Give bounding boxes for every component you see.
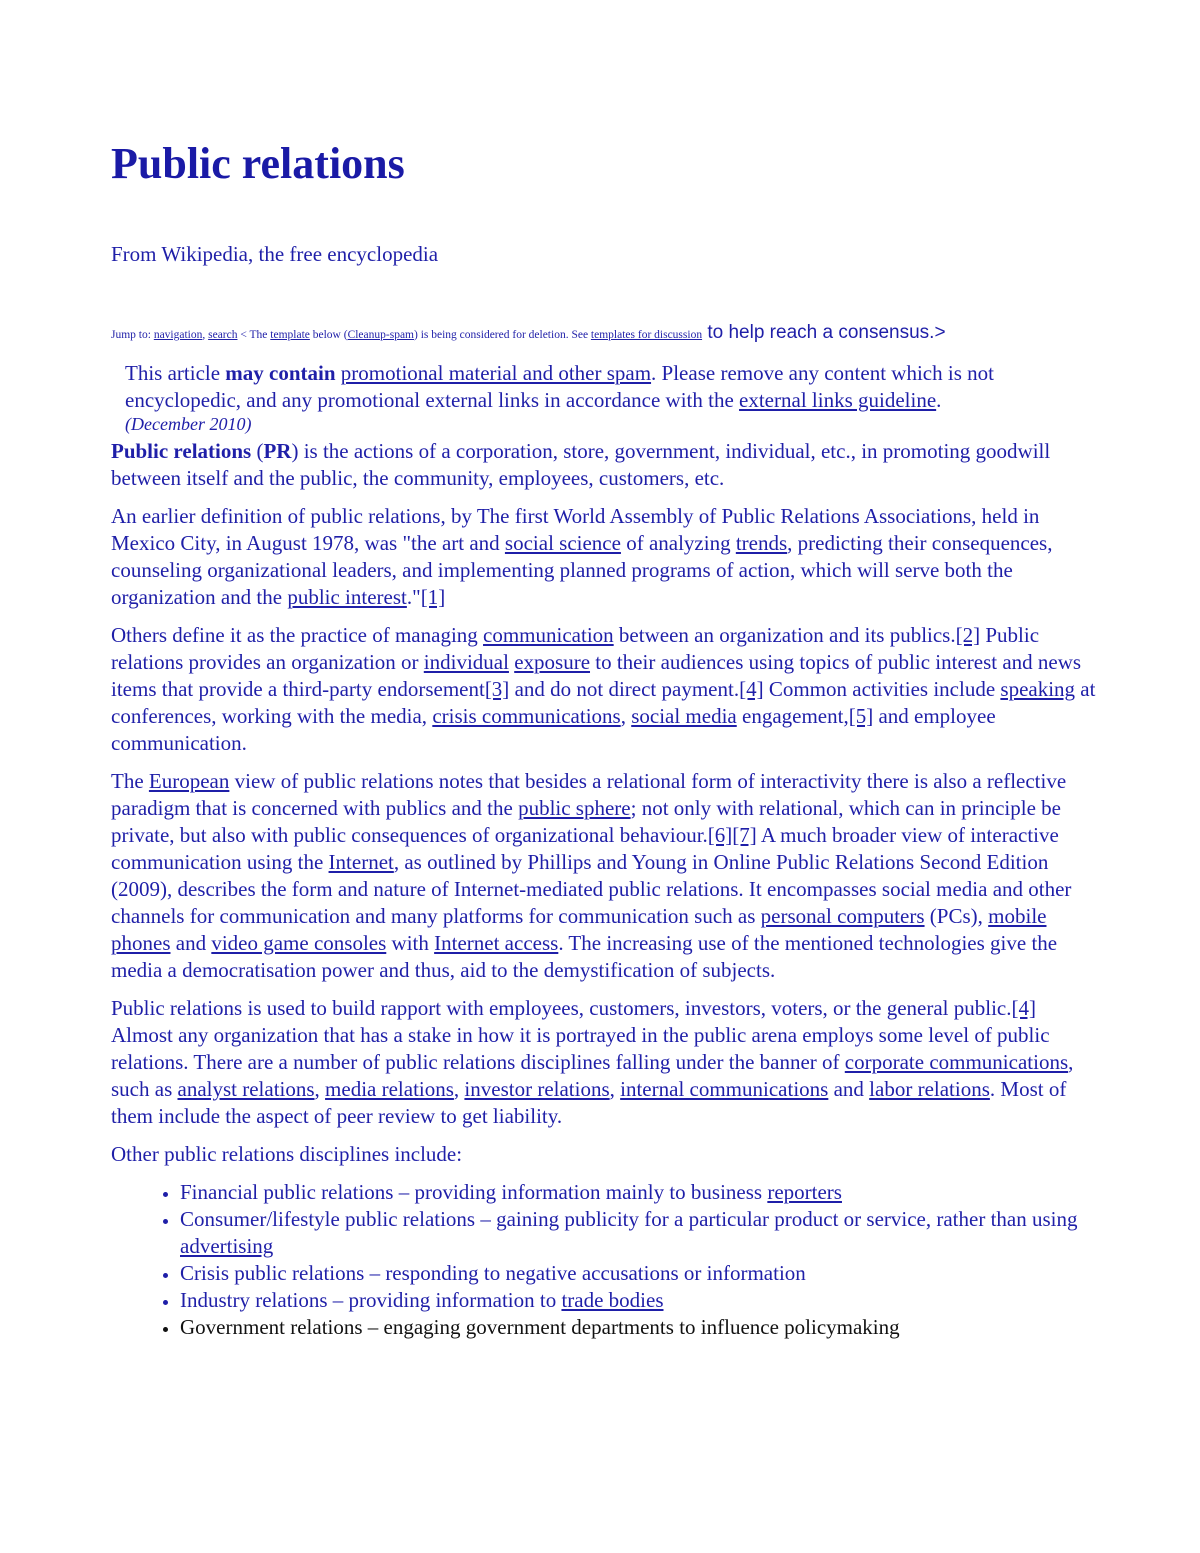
text: An earlier definition of public relations, by The first World Assembly of Public Relations Associations, held in Mexico City, in August 1978, was "the art and bbox=[111, 504, 1040, 555]
text: between an organization and its publics. bbox=[613, 623, 956, 647]
jump-text: below ( bbox=[309, 329, 348, 341]
jump-tail: to help reach a consensus.> bbox=[702, 322, 946, 343]
public-interest-link[interactable]: public interest bbox=[287, 585, 407, 609]
personal-computers-link[interactable]: personal computers bbox=[760, 904, 925, 928]
text: ." bbox=[406, 585, 421, 609]
text: ) is the actions of a corporation, store, government, individual, etc., in promoting goodwill between itself and the public, the community, employees, customers, etc. bbox=[111, 439, 1051, 490]
text: A much broader view of interactive communication using the bbox=[111, 823, 1059, 874]
crisis-communications-link[interactable]: crisis communications bbox=[432, 704, 621, 728]
ref-link[interactable]: [1] bbox=[420, 585, 446, 609]
text: and do not direct payment. bbox=[509, 677, 740, 701]
jump-text: < The bbox=[237, 329, 271, 341]
cleanup-spam-link[interactable]: Cleanup-spam bbox=[347, 329, 414, 341]
internet-access-link[interactable]: Internet access bbox=[434, 931, 559, 955]
paragraph-others bbox=[111, 622, 1096, 757]
jump-line bbox=[111, 320, 946, 348]
text: Government relations – engaging government departments to influence policymaking bbox=[180, 1315, 900, 1339]
notice-text: This article bbox=[125, 361, 226, 385]
analyst-relations-link[interactable]: analyst relations bbox=[177, 1077, 315, 1101]
navigation-link[interactable]: navigation bbox=[153, 329, 203, 341]
promotional-spam-link[interactable]: promotional material and other spam bbox=[340, 361, 652, 385]
term-bold: Public relations bbox=[111, 439, 252, 463]
ref-link[interactable]: [7] bbox=[732, 823, 757, 847]
ref-link[interactable]: [5] bbox=[848, 704, 874, 728]
text: Public relations is used to build rapport with employees, customers, investors, voters, or the general public. bbox=[111, 996, 1012, 1020]
template-link[interactable]: template bbox=[270, 329, 310, 341]
notice-text: . bbox=[936, 388, 942, 412]
paragraph-european bbox=[111, 768, 1096, 984]
list-item bbox=[180, 1287, 1096, 1314]
text: of analyzing bbox=[620, 531, 736, 555]
individual-link[interactable]: individual bbox=[423, 650, 509, 674]
text: to their audiences using topics of public interest and news items that provide a third-party endorsement bbox=[111, 650, 1082, 701]
internet-link[interactable]: Internet bbox=[328, 850, 394, 874]
text: , bbox=[609, 1077, 621, 1101]
text: and employee communication. bbox=[111, 704, 996, 755]
social-science-link[interactable]: social science bbox=[504, 531, 621, 555]
text: (PCs), bbox=[924, 904, 989, 928]
ref-link[interactable]: [4] bbox=[1011, 996, 1036, 1020]
paragraph-disciplines: Other public relations disciplines include: bbox=[111, 1142, 463, 1166]
text: , predicting their consequences, counseling organizational leaders, and implementing planned programs of action, which will serve both the organization and the bbox=[111, 531, 1053, 609]
article-body bbox=[111, 438, 1096, 1341]
ref-link[interactable]: [2] bbox=[955, 623, 981, 647]
text: with bbox=[386, 931, 435, 955]
social-media-link[interactable]: social media bbox=[631, 704, 737, 728]
notice-text: . Please remove any content which is not encyclopedic, and any promotional external links in accordance with the bbox=[125, 361, 994, 412]
mobile-phones-link[interactable]: mobile phones bbox=[111, 904, 1047, 955]
advertising-link[interactable]: advertising bbox=[180, 1234, 274, 1258]
trade-bodies-link[interactable]: trade bodies bbox=[561, 1288, 664, 1312]
text: at conferences, working with the media, bbox=[111, 677, 1096, 728]
text: , as outlined by Phillips and Young in Online Public Relations Second Edition (2009), describes the form and nature of Internet-mediated public relations. It encompasses social media and other channels for communication and many platforms for communication such as bbox=[111, 850, 1072, 928]
list-item bbox=[180, 1206, 1096, 1260]
text: , bbox=[620, 704, 632, 728]
text: and bbox=[828, 1077, 870, 1101]
text: Others define it as the practice of managing bbox=[111, 623, 484, 647]
jump-text: ) is being considered for deletion. See bbox=[414, 329, 591, 341]
text: , such as bbox=[111, 1050, 1074, 1101]
list-item bbox=[180, 1179, 1096, 1206]
templates-for-discussion-link[interactable]: templates for discussion bbox=[590, 329, 703, 341]
ref-link[interactable]: [4] bbox=[739, 677, 764, 701]
text: and bbox=[170, 931, 212, 955]
page-title: Public relations bbox=[111, 139, 405, 188]
speaking-link[interactable]: speaking bbox=[1000, 677, 1076, 701]
text: Public relations provides an organization or bbox=[111, 623, 1040, 674]
internal-communications-link[interactable]: internal communications bbox=[620, 1077, 829, 1101]
trends-link[interactable]: trends bbox=[735, 531, 788, 555]
text: . The increasing use of the mentioned technologies give the media a democratisation power and thus, aid to the demystification of subjects. bbox=[111, 931, 1058, 982]
abbr-bold: PR bbox=[263, 439, 292, 463]
exposure-link[interactable]: exposure bbox=[514, 650, 591, 674]
text: , bbox=[453, 1077, 465, 1101]
list-item bbox=[180, 1260, 1096, 1287]
investor-relations-link[interactable]: investor relations bbox=[464, 1077, 610, 1101]
paragraph-definition bbox=[111, 503, 1096, 611]
text: Financial public relations – providing information mainly to business bbox=[180, 1180, 768, 1204]
text: ( bbox=[251, 439, 264, 463]
european-link[interactable]: European bbox=[148, 769, 230, 793]
search-link[interactable]: search bbox=[208, 329, 238, 341]
text: Consumer/lifestyle public relations – gaining publicity for a particular product or service, rather than using bbox=[180, 1207, 1078, 1231]
ref-link[interactable]: [3] bbox=[484, 677, 510, 701]
spam-notice bbox=[125, 360, 1090, 434]
paragraph-rapport bbox=[111, 995, 1096, 1130]
external-links-guideline-link[interactable]: external links guideline bbox=[739, 388, 937, 412]
text: ; not only with relational, which can in principle be private, but also with public consequences of organizational behaviour. bbox=[111, 796, 1061, 847]
list-item bbox=[180, 1314, 1096, 1341]
text: Almost any organization that has a stake in how it is portrayed in the public arena employs some level of public relations. There are a number of public relations disciplines falling under the banner of bbox=[111, 1023, 1050, 1074]
text: , bbox=[314, 1077, 326, 1101]
text: Industry relations – providing information to bbox=[180, 1288, 562, 1312]
reporters-link[interactable]: reporters bbox=[767, 1180, 842, 1204]
media-relations-link[interactable]: media relations bbox=[325, 1077, 454, 1101]
video-game-consoles-link[interactable]: video game consoles bbox=[211, 931, 387, 955]
text: Crisis public relations – responding to negative accusations or information bbox=[180, 1261, 806, 1285]
jump-prefix: Jump to: bbox=[111, 329, 154, 341]
tagline: From Wikipedia, the free encyclopedia bbox=[111, 242, 439, 266]
text: view of public relations notes that besides a relational form of interactivity there is also a reflective paradigm that is concerned with publics and the bbox=[111, 769, 1067, 820]
communication-link[interactable]: communication bbox=[483, 623, 614, 647]
disciplines-list bbox=[111, 1179, 1096, 1341]
text: engagement, bbox=[736, 704, 849, 728]
text: Common activities include bbox=[763, 677, 1001, 701]
paragraph-intro bbox=[111, 438, 1096, 492]
text: . Most of them include the aspect of peer review to get liability. bbox=[111, 1077, 1067, 1128]
corporate-communications-link[interactable]: corporate communications bbox=[844, 1050, 1069, 1074]
notice-bold: may contain bbox=[225, 361, 336, 385]
public-sphere-link[interactable]: public sphere bbox=[518, 796, 631, 820]
ref-link[interactable]: [6] bbox=[707, 823, 733, 847]
notice-date: (December 2010) bbox=[125, 414, 252, 434]
labor-relations-link[interactable]: labor relations bbox=[869, 1077, 990, 1101]
text: The bbox=[111, 769, 149, 793]
jump-sep: , bbox=[202, 329, 209, 341]
